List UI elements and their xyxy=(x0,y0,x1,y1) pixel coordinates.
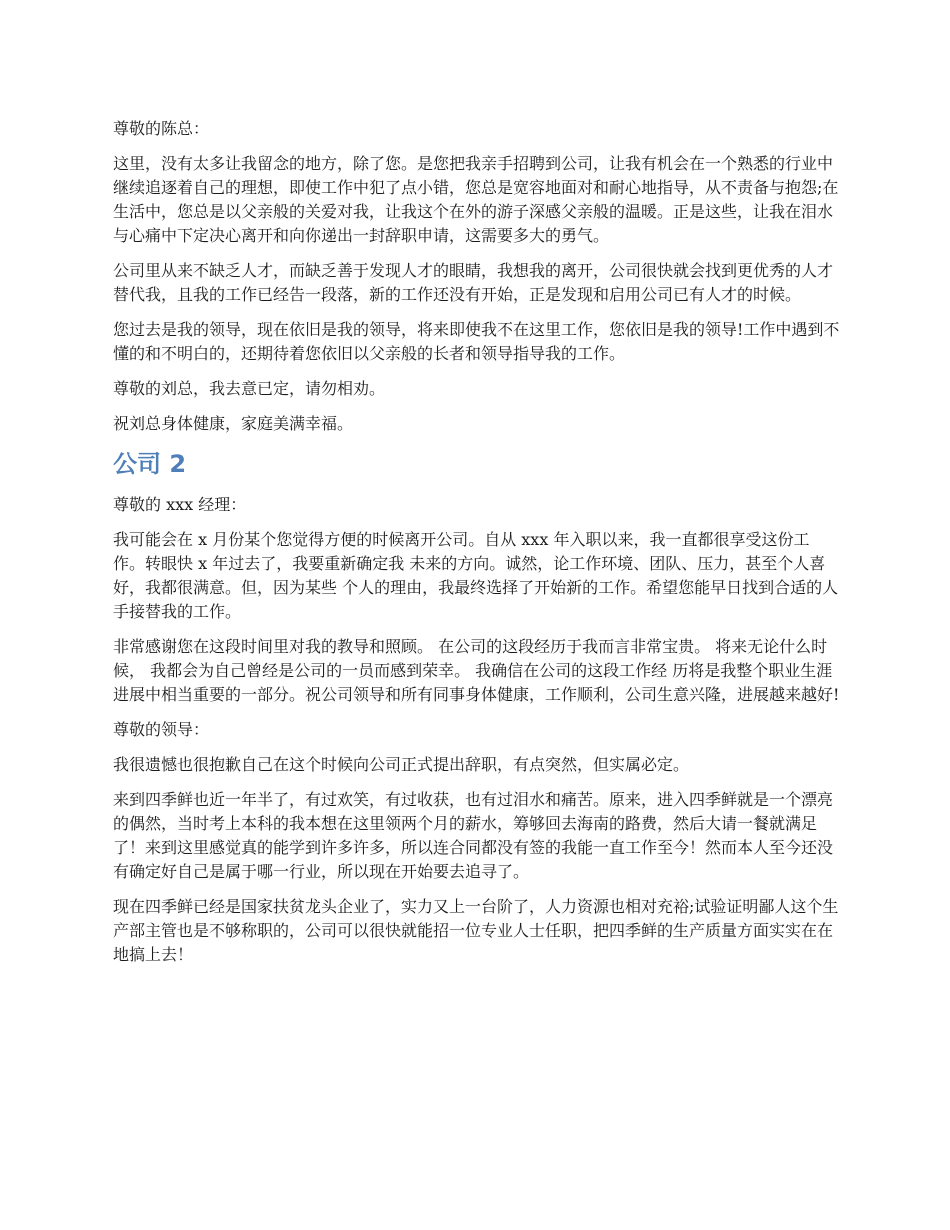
document-page xyxy=(113,117,840,978)
section-heading: 公司 2 xyxy=(113,450,187,478)
body-paragraph: 来到四季鲜也近一年半了，有过欢笑，有过收获，也有过泪水和痛苦。原来，进入四季鲜就是一个漂亮的偶然，当时考上本科的我本想在这里领两个月的薪水，筹够回去海南的路费，然后大请一餐就满足了！来到这里感觉真的能学到许多许多，所以连合同都没有签的我能一直工作至今！然而本人至今还没有确定好自己是属于哪一行业，所以现在开始要去追寻了。 xyxy=(113,790,834,881)
body-paragraph: 尊敬的刘总，我去意已定，请勿相劝。 xyxy=(113,379,386,398)
body-paragraph: 我可能会在 x 月份某个您觉得方便的时候离开公司。自从 xxx 年入职以来，我一直都很享受这份工作。转眼快 x 年过去了，我要重新确定我 未来的方向。诚然，论工作环境、团队、压力，甚至个人喜好，我都很满意。但，因为某些 个人的理由，我最终选择了开始新的工作。希望您能早日找到合适的人手接替我的工作。 xyxy=(113,530,839,621)
body-paragraph: 非常感谢您在这段时间里对我的教导和照顾。 在公司的这段经历于我而言非常宝贵。 将来无论什么时候， 我都会为自己曾经是公司的一员而感到荣幸。 我确信在公司的这段工作经 历将是我整个职业生涯进展中相当重要的一部分。祝公司领导和所有同事身体健康，工作顺利，公司生意兴隆，进展越来越好! xyxy=(113,637,840,704)
body-paragraph: 公司里从来不缺乏人才，而缺乏善于发现人才的眼睛，我想我的离开，公司很快就会找到更优秀的人才替代我，且我的工作已经告一段落，新的工作还没有开始，正是发现和启用公司已有人才的时候。 xyxy=(113,261,834,304)
salutation: 尊敬的陈总： xyxy=(113,119,210,138)
closing-paragraph: 祝刘总身体健康，家庭美满幸福。 xyxy=(113,414,354,433)
body-paragraph: 我很遗憾也很抱歉自己在这个时候向公司正式提出辞职，有点突然，但实属必定。 xyxy=(113,755,690,774)
body-paragraph: 现在四季鲜已经是国家扶贫龙头企业了，实力又上一台阶了，人力资源也相对充裕;试验证明鄙人这个生产部主管也是不够称职的，公司可以很快就能招一位专业人士任职，把四季鲜的生产质量方面实实在在地搞上去！ xyxy=(113,897,839,964)
salutation: 尊敬的领导： xyxy=(113,720,210,739)
body-paragraph: 这里，没有太多让我留念的地方，除了您。是您把我亲手招聘到公司，让我有机会在一个熟悉的行业中继续追逐着自己的理想，即使工作中犯了点小错，您总是宽容地面对和耐心地指导，从不责备与抱怨;在生活中，您总是以父亲般的关爱对我，让我这个在外的游子深感父亲般的温暖。正是这些，让我在泪水与心痛中下定决心离开和向你递出一封辞职申请，这需要多大的勇气。 xyxy=(113,154,839,245)
body-paragraph: 您过去是我的领导，现在依旧是我的领导，将来即使我不在这里工作，您依旧是我的领导!工作中遇到不懂的和不明白的，还期待着您依旧以父亲般的长者和领导指导我的工作。 xyxy=(113,320,840,363)
salutation: 尊敬的 xxx 经理： xyxy=(113,495,247,514)
